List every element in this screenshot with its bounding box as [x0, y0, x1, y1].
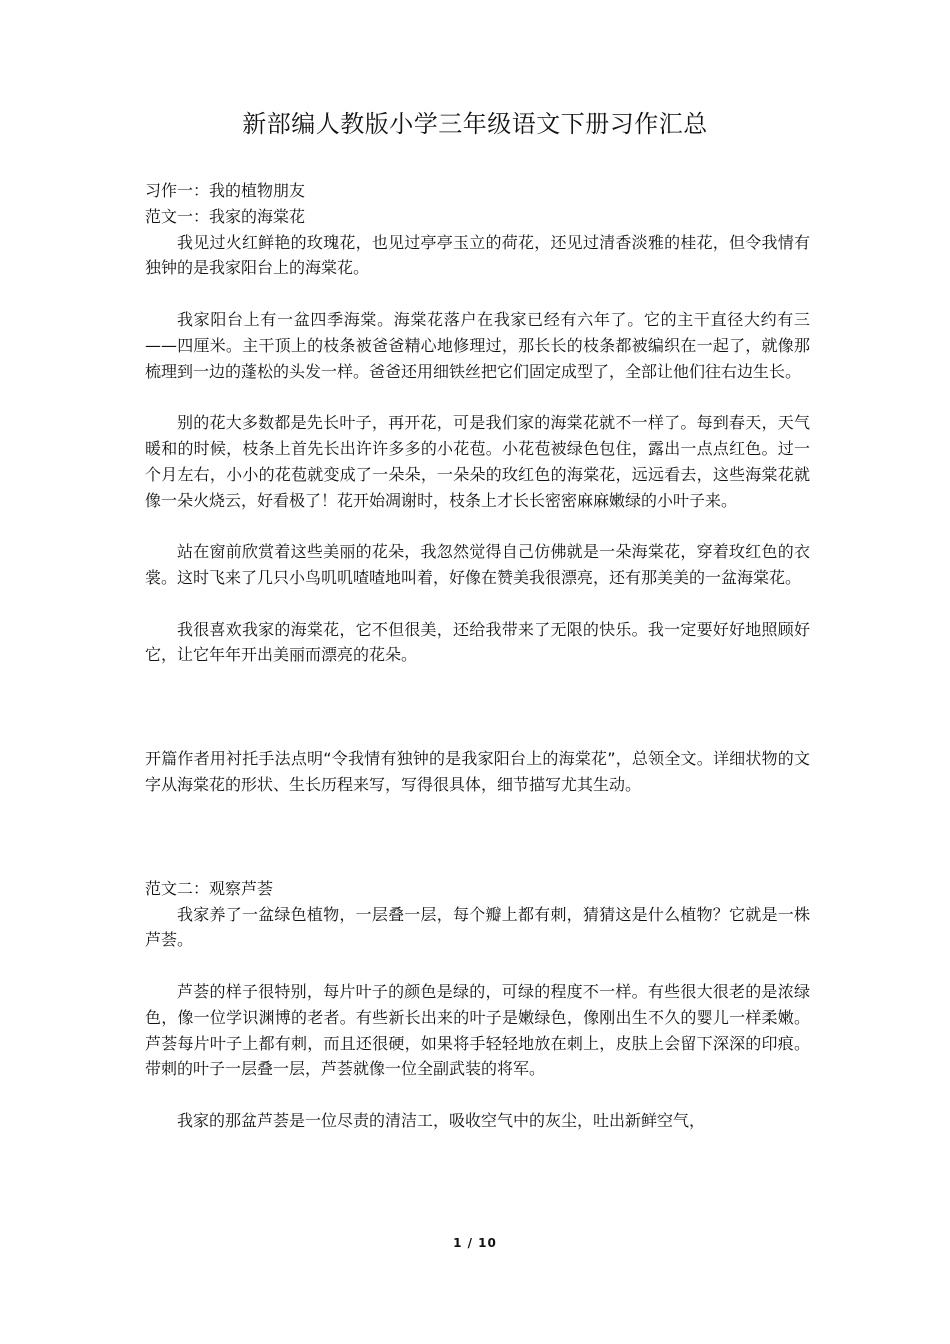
essay-one-paragraph-3: 别的花大多数都是先长叶子，再开花，可是我们家的海棠花就不一样了。每到春天，天气暖和的时候，枝条上首先长出许许多多的小花苞。小花苞被绿色包住，露出一点点红色。过一个月左右，小小的花苞就变成了一朵朵，一朵朵的玫红色的海棠花，远远看去，这些海棠花就像一朵火烧云，好看极了！花开始凋谢时，枝条上才长长密密麻麻嫩绿的小叶子来。 — [145, 413, 810, 510]
page-number: 1 / 10 — [453, 1236, 497, 1250]
essay-one-paragraph-4: 站在窗前欣赏着这些美丽的花朵，我忽然觉得自己仿佛就是一朵海棠花，穿着玫红色的衣裳。这时飞来了几只小鸟叽叽喳喳地叫着，好像在赞美我很漂亮，还有那美美的一盆海棠花。 — [145, 542, 810, 587]
essay-two-paragraph-3: 我家的那盆芦荟是一位尽责的清洁工，吸收空气中的灰尘，吐出新鲜空气， — [177, 1110, 706, 1130]
section-spacer — [145, 668, 810, 746]
section-heading: 习作一：我的植物朋友 — [145, 181, 306, 200]
paragraph-spacer — [145, 513, 810, 539]
paragraph-spacer — [145, 953, 810, 979]
essay-one-paragraph-5: 我很喜欢我家的海棠花，它不但很美，还给我带来了无限的快乐。我一定要好好地照顾好它，让它年年开出美丽而漂亮的花朵。 — [145, 619, 810, 665]
essay-two-paragraph-2: 芦荟的样子很特别，每片叶子的颜色是绿的，可绿的程度不一样。有些很大很老的是浓绿色，像一位学识渊博的老者。有些新长出来的叶子是嫩绿色，像刚出生不久的婴儿一样柔嫩。芦荟每片叶子上都有刺，而且还很硬，如果将手轻轻地放在刺上，皮肤上会留下深深的印痕。带刺的叶子一层叠一层，芦荟就像一位全副武装的将军。 — [145, 981, 810, 1079]
paragraph-spacer — [145, 281, 810, 307]
paragraph-spacer — [145, 1082, 810, 1108]
document-title: 新部编人教版小学三年级语文下册习作汇总 — [242, 110, 708, 138]
section-spacer — [145, 798, 810, 876]
essay-one-comment: 开篇作者用衬托手法点明“令我情有独钟的是我家阳台上的海棠花”，总领全文。详细状物的文字从海棠花的形状、生长历程来写，写得很具体，细节描写尤其生动。 — [145, 749, 810, 794]
paragraph-spacer — [145, 384, 810, 410]
essay-two-paragraph-1: 我家养了一盆绿色植物，一层叠一层，每个瓣上都有刺，猜猜这是什么植物？它就是一株芦荟。 — [145, 904, 810, 950]
paragraph-spacer — [145, 591, 810, 617]
essay-one-heading: 范文一：我家的海棠花 — [145, 206, 306, 226]
essay-two-heading: 范文二：观察芦荟 — [145, 878, 274, 898]
essay-one-paragraph-1: 我见过火红鲜艳的玫瑰花，也见过亭亭玉立的荷花，还见过清香淡雅的桂花，但令我情有独钟的是我家阳台上的海棠花。 — [145, 232, 810, 278]
document-body — [145, 178, 810, 1134]
essay-one-paragraph-2: 我家阳台上有一盆四季海棠。海棠花落户在我家已经有六年了。它的主干直径大约有三——四厘米。主干顶上的枝条被爸爸精心地修理过，那长长的枝条都被编织在一起了，就像那梳理到一边的蓬松的头发一样。爸爸还用细铁丝把它们固定成型了，全部让他们往右边生长。 — [145, 309, 810, 381]
